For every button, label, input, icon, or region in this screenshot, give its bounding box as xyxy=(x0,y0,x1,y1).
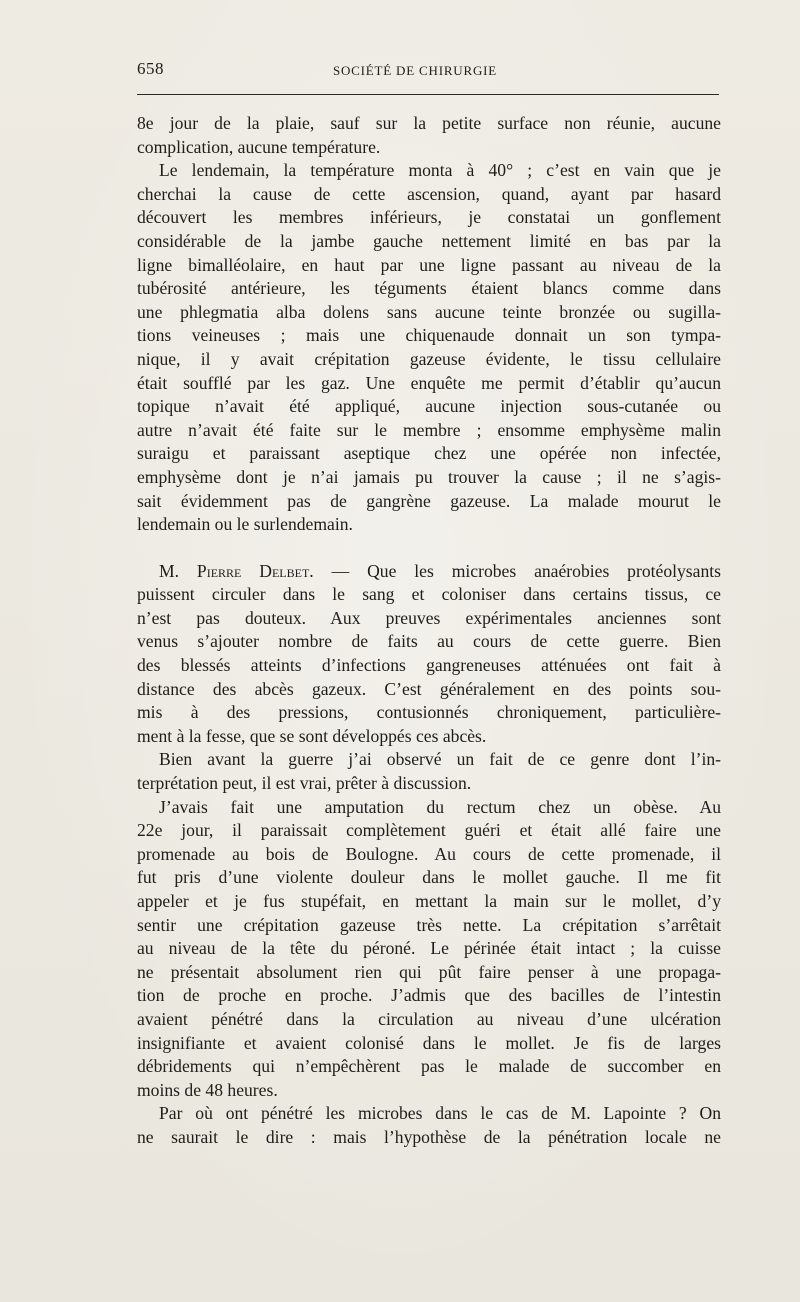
text-line: considérable de la jambe gauche nettement limité en bas par la xyxy=(137,230,721,251)
text-line: moins de 48 heures. xyxy=(137,1079,278,1100)
body-text xyxy=(137,112,721,1150)
header-rule xyxy=(137,94,719,95)
paragraph xyxy=(137,1102,721,1149)
text-line: ment à la fesse, que se sont développés ces abcès. xyxy=(137,725,487,746)
text-line: Par où ont pénétré les microbes dans le cas de M. Lapointe ? On xyxy=(159,1103,721,1124)
text-line: J’avais fait une amputation du rectum chez un obèse. Au xyxy=(159,796,721,817)
text-line: appeler et je fus stupéfait, en mettant la main sur le mollet, d’y xyxy=(137,891,721,911)
text-line: distance des abcès gazeux. C’est généralement en des points sou- xyxy=(137,678,721,699)
text-line: Bien avant la guerre j’ai observé un fait de ce genre dont l’in- xyxy=(159,749,721,770)
text-line: topique n’avait été appliqué, aucune injection sous-cutanée ou xyxy=(137,396,721,417)
text-line: tubérosité antérieure, les téguments étaient blancs comme dans xyxy=(137,278,721,299)
text-line: suraigu et paraissant aseptique chez une opérée non infectée, xyxy=(137,443,721,464)
text-line: mis à des pressions, contusionnés chroniquement, particulière- xyxy=(137,702,721,723)
text-line: ligne bimalléolaire, en haut par une ligne passant au niveau de la xyxy=(137,254,721,275)
paragraph xyxy=(137,796,721,1103)
text-line: promenade au bois de Boulogne. Au cours de cette promenade, il xyxy=(137,843,721,864)
text-line: insignifiante et avaient colonisé dans le mollet. Je fis de larges xyxy=(137,1032,721,1053)
running-title: SOCIÉTÉ DE CHIRURGIE xyxy=(332,63,498,78)
text-line: des blessés atteints d’infections gangreneuses atténuées ont fait à xyxy=(137,655,721,676)
paragraph xyxy=(137,112,721,159)
text-line: découvert les membres inférieurs, je constatai un gonflement xyxy=(137,207,721,228)
text-line: lendemain ou le surlendemain. xyxy=(137,514,353,535)
page-number: 658 xyxy=(137,59,164,78)
text-line: sentir une crépitation gazeuse très nette. La crépitation s’arrêtait xyxy=(137,914,721,935)
text-line xyxy=(137,560,721,584)
text-line: ne présentait absolument rien qui pût faire penser à une propaga- xyxy=(137,961,721,982)
speaker-text: — Que les microbes anaérobies protéolysants xyxy=(331,560,721,581)
text-line: au niveau de la tête du péroné. Le périnée était intact ; la cuisse xyxy=(137,938,721,959)
speaker-name: M. Pierre Delbet. xyxy=(159,560,314,581)
text-line: tion de proche en proche. J’admis que des bacilles de l’intestin xyxy=(137,985,721,1006)
text-line: n’est pas douteux. Aux preuves expérimentales anciennes sont xyxy=(137,607,721,628)
text-line: une phlegmatia alba dolens sans aucune teinte bronzée ou sugilla- xyxy=(137,301,721,322)
text-line: complication, aucune température. xyxy=(137,136,381,157)
text-line: nique, il y avait crépitation gazeuse évidente, le tissu cellulaire xyxy=(137,348,721,369)
text-line: puissent circuler dans le sang et coloniser dans certains tissus, ce xyxy=(137,584,721,605)
paragraph xyxy=(137,748,721,795)
paragraph xyxy=(137,560,721,749)
paragraph xyxy=(137,159,721,537)
text-line: terprétation peut, il est vrai, prêter à discussion. xyxy=(137,773,472,794)
text-line: venus s’ajouter nombre de faits au cours de cette guerre. Bien xyxy=(137,631,721,652)
text-line: emphysème dont je n’ai jamais pu trouver la cause ; il ne s’agis- xyxy=(137,466,721,487)
text-line: fut pris d’une violente douleur dans le mollet gauche. Il me fit xyxy=(137,867,721,888)
text-line: cherchai la cause de cette ascension, quand, ayant par hasard xyxy=(137,183,721,204)
text-line: 8e jour de la plaie, sauf sur la petite surface non réunie, aucune xyxy=(137,113,721,133)
text-line: sait évidemment pas de gangrène gazeuse. La malade mourut le xyxy=(137,490,721,511)
text-line: tions veineuses ; mais une chiquenaude donnait un son tympa- xyxy=(137,325,721,346)
text-line: était soufflé par les gaz. Une enquête me permit d’établir qu’aucun xyxy=(137,372,721,393)
text-line: autre n’avait été faite sur le membre ; ensomme emphysème malin xyxy=(137,419,721,440)
text-line: Le lendemain, la température monta à 40° ; c’est en vain que je xyxy=(159,160,721,181)
paragraph-gap xyxy=(137,537,721,560)
text-line: débridements qui n’empêchèrent pas le malade de succomber en xyxy=(137,1056,721,1077)
text-line: 22e jour, il paraissait complètement guéri et était allé faire une xyxy=(137,820,721,841)
text-line: ne saurait le dire : mais l’hypothèse de la pénétration locale ne xyxy=(137,1126,721,1147)
text-line: avaient pénétré dans la circulation au niveau d’une ulcération xyxy=(137,1008,721,1029)
